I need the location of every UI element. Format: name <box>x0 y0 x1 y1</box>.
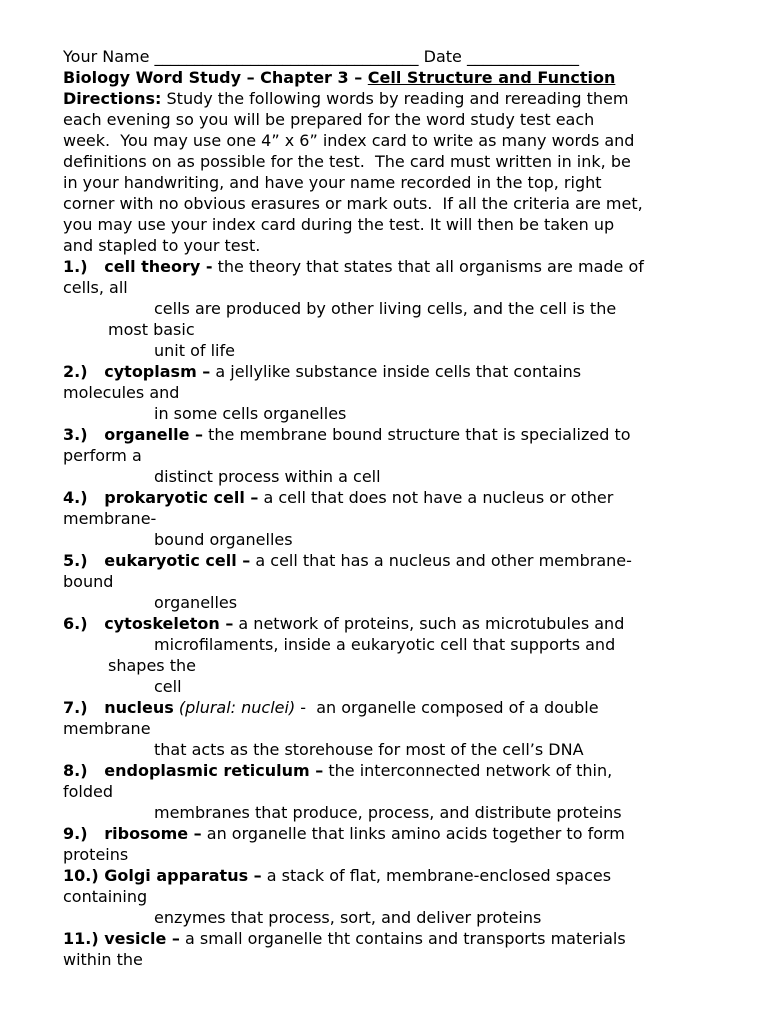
term-definition: the membrane bound structure that is specialized to <box>203 425 631 444</box>
term-item-eukaryotic-cell <box>63 550 713 613</box>
definition-line: perform a <box>63 446 142 465</box>
term-line <box>63 424 713 445</box>
term-line <box>63 823 713 844</box>
definition-line: shapes the <box>108 656 196 675</box>
term-line <box>63 613 713 634</box>
term-name: ribosome – <box>104 824 202 843</box>
term-definition: a small organelle tht contains and transports materials <box>179 929 626 948</box>
term-name: cell theory - <box>104 257 213 276</box>
definition-line: cells are produced by other living cells, and the cell is the <box>154 299 617 318</box>
definition-line: proteins <box>63 845 129 864</box>
term-item-vesicle <box>63 928 713 970</box>
definition-line: microfilaments, inside a eukaryotic cell that supports and <box>154 635 616 654</box>
name-blank: _________________________________ <box>149 47 424 66</box>
definition-line: most basic <box>108 320 195 339</box>
term-number: 3.) <box>63 425 88 444</box>
title-subject: Cell Structure and Function <box>367 68 616 87</box>
term-plural-note: (plural: nuclei) <box>173 698 296 717</box>
term-item-organelle <box>63 424 713 487</box>
term-item-nucleus <box>63 697 713 760</box>
definition-line: cells, all <box>63 278 128 297</box>
term-definition: an organelle that links amino acids together to form <box>201 824 625 843</box>
term-number: 6.) <box>63 614 88 633</box>
definition-line: membrane <box>63 719 151 738</box>
directions-text: Study the following words by reading and rereading them <box>161 89 629 108</box>
term-item-golgi-apparatus <box>63 865 713 928</box>
term-gap <box>88 362 105 381</box>
term-line <box>63 928 713 949</box>
term-definition: - an organelle composed of a double <box>295 698 599 717</box>
term-item-cytoplasm <box>63 361 713 424</box>
term-gap <box>88 488 105 507</box>
term-number: 11.) <box>63 929 99 948</box>
term-name: nucleus <box>104 698 174 717</box>
term-name: cytoskeleton – <box>104 614 234 633</box>
worksheet-page <box>63 46 713 970</box>
definition-line: molecules and <box>63 383 180 402</box>
directions-line: definitions on as possible for the test. The card must written in ink, be <box>63 152 631 171</box>
term-gap <box>88 425 105 444</box>
term-definition: a network of proteins, such as microtubules and <box>233 614 625 633</box>
term-line <box>63 865 713 886</box>
directions-label: Directions: <box>63 89 162 108</box>
directions-line: week. You may use one 4” x 6” index card to write as many words and <box>63 131 635 150</box>
definition-line: folded <box>63 782 114 801</box>
term-number: 4.) <box>63 488 88 507</box>
term-line <box>63 550 713 571</box>
definition-line: within the <box>63 950 143 969</box>
term-line <box>63 487 713 508</box>
term-name: vesicle – <box>104 929 180 948</box>
directions-line: and stapled to your test. <box>63 236 261 255</box>
term-line <box>63 697 713 718</box>
term-number: 1.) <box>63 257 88 276</box>
date-blank: ______________ <box>461 47 579 66</box>
term-number: 10.) <box>63 866 99 885</box>
term-gap <box>88 698 105 717</box>
definition-line: bound organelles <box>154 530 293 549</box>
directions-line: each evening so you will be prepared for the word study test each <box>63 110 595 129</box>
term-item-ribosome <box>63 823 713 865</box>
term-gap <box>88 761 105 780</box>
term-gap <box>88 824 105 843</box>
definition-line: that acts as the storehouse for most of the cell’s DNA <box>154 740 584 759</box>
term-definition: a jellylike substance inside cells that contains <box>210 362 582 381</box>
definition-line: membrane- <box>63 509 157 528</box>
term-line <box>63 760 713 781</box>
term-item-cell-theory <box>63 256 713 361</box>
term-definition: a cell that has a nucleus and other membrane- <box>250 551 632 570</box>
directions-line: you may use your index card during the test. It will then be taken up <box>63 215 615 234</box>
definition-line: enzymes that process, sort, and deliver proteins <box>154 908 542 927</box>
name-label: Your Name <box>63 47 150 66</box>
page-title <box>63 67 713 88</box>
term-line <box>63 361 713 382</box>
term-gap <box>88 257 105 276</box>
term-definition: a cell that does not have a nucleus or other <box>258 488 614 507</box>
term-line <box>63 256 713 277</box>
term-gap <box>88 614 105 633</box>
definition-line: bound <box>63 572 114 591</box>
term-number: 2.) <box>63 362 88 381</box>
term-item-endoplasmic-reticulum <box>63 760 713 823</box>
definition-line: distinct process within a cell <box>154 467 381 486</box>
term-definition: a stack of flat, membrane-enclosed spaces <box>261 866 612 885</box>
header-line <box>63 46 713 67</box>
definition-line: in some cells organelles <box>154 404 347 423</box>
directions-line: in your handwriting, and have your name recorded in the top, right <box>63 173 602 192</box>
term-name: Golgi apparatus – <box>104 866 262 885</box>
directions-line: corner with no obvious erasures or mark outs. If all the criteria are met, <box>63 194 643 213</box>
term-name: organelle – <box>104 425 204 444</box>
term-name: eukaryotic cell – <box>104 551 251 570</box>
term-number: 5.) <box>63 551 88 570</box>
definition-line: membranes that produce, process, and distribute proteins <box>154 803 622 822</box>
date-label: Date <box>423 47 462 66</box>
directions-line-0 <box>63 88 713 109</box>
term-name: endoplasmic reticulum – <box>104 761 324 780</box>
term-name: cytoplasm – <box>104 362 211 381</box>
term-number: 9.) <box>63 824 88 843</box>
term-item-cytoskeleton <box>63 613 713 697</box>
title-prefix: Biology Word Study – Chapter 3 – <box>63 68 368 87</box>
term-item-prokaryotic-cell <box>63 487 713 550</box>
term-definition: the interconnected network of thin, <box>323 761 613 780</box>
definition-line: unit of life <box>154 341 235 360</box>
term-number: 8.) <box>63 761 88 780</box>
term-definition: the theory that states that all organisms are made of <box>212 257 644 276</box>
term-name: prokaryotic cell – <box>104 488 259 507</box>
term-gap <box>88 551 105 570</box>
definition-line: containing <box>63 887 148 906</box>
definition-line: organelles <box>154 593 238 612</box>
term-number: 7.) <box>63 698 88 717</box>
definition-line: cell <box>154 677 182 696</box>
